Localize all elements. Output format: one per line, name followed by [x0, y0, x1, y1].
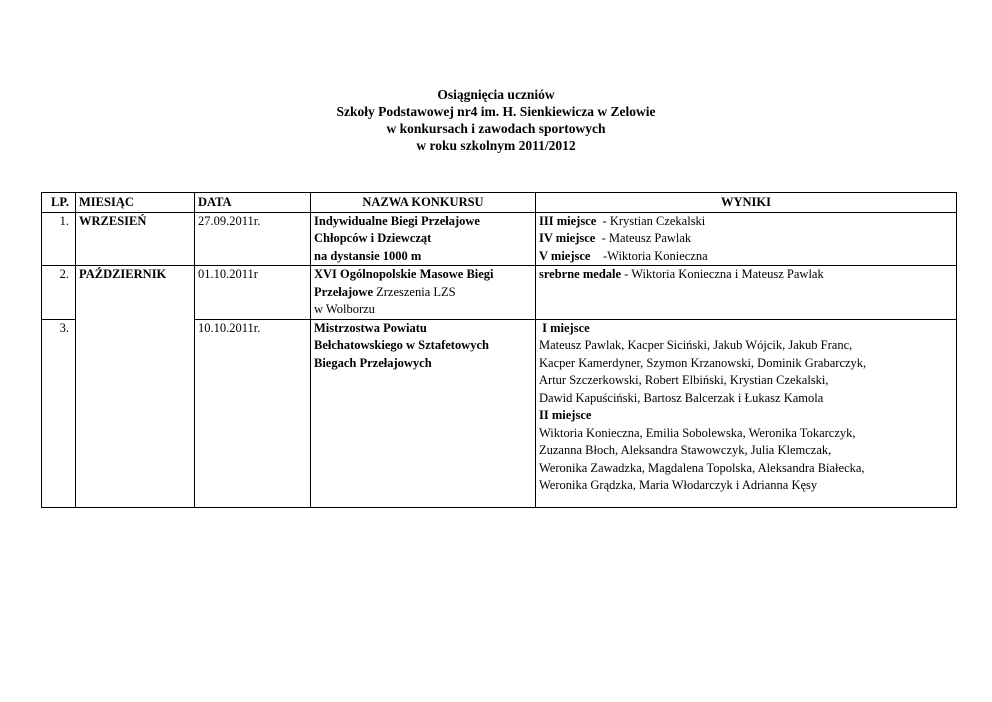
row-lp: 1.: [42, 212, 76, 266]
result-line: [539, 230, 953, 248]
row-contest: [311, 212, 536, 266]
row-month: WRZESIEŃ: [76, 212, 195, 266]
contest-line: [314, 284, 532, 302]
result-line: [539, 248, 953, 266]
contest-line: Chłopców i Dziewcząt: [314, 231, 432, 245]
contest-line: Mistrzostwa Powiatu: [314, 320, 427, 335]
contest-line: XVI Ogólnopolskie Masowe Biegi: [314, 267, 494, 281]
result-text: - Krystian Czekalski: [596, 213, 706, 228]
result-names: Mateusz Pawlak, Kacper Siciński, Jakub Wójcik, Jakub Franc,: [539, 338, 853, 352]
row-lp: 2.: [42, 266, 76, 320]
row-results: [536, 319, 957, 507]
achievements-table: [41, 192, 957, 508]
contest-line: Indywidualne Biegi Przełajowe: [314, 213, 480, 228]
title-line-4: w roku szkolnym 2011/2012: [416, 138, 576, 153]
result-line: [539, 213, 953, 231]
result-place: V miejsce: [539, 248, 591, 263]
result-names: Dawid Kapuściński, Bartosz Balcerzak i Łukasz Kamola: [539, 390, 824, 405]
result-place: srebrne medale: [539, 267, 622, 281]
contest-bold-part: Przełajowe: [314, 284, 373, 299]
contest-line: w Wolborzu: [314, 302, 375, 316]
result-names: Weronika Grądzka, Maria Włodarczyk i Adrianna Kęsy: [539, 478, 818, 492]
row-results: [536, 266, 957, 320]
document-title: [0, 86, 992, 154]
result-place: III miejsce: [539, 213, 597, 228]
row-date: 27.09.2011r.: [195, 212, 311, 266]
result-text: -Wiktoria Konieczna: [590, 248, 708, 263]
title-line-1: Osiągnięcia uczniów: [437, 87, 555, 102]
result-names: Artur Szczerkowski, Robert Elbiński, Krystian Czekalski,: [539, 373, 829, 387]
contest-line: na dystansie 1000 m: [314, 248, 422, 263]
result-names: Weronika Zawadzka, Magdalena Topolska, Aleksandra Białecka,: [539, 460, 865, 475]
result-place: I miejsce: [539, 320, 590, 335]
result-text: - Wiktoria Konieczna i Mateusz Pawlak: [621, 267, 824, 281]
title-line-2: Szkoły Podstawowej nr4 im. H. Sienkiewicza w Zelowie: [336, 104, 656, 119]
header-date: DATA: [195, 193, 311, 213]
result-place: II miejsce: [539, 408, 592, 422]
row-month: PAŹDZIERNIK: [76, 266, 195, 508]
row-lp: 3.: [42, 319, 76, 507]
title-line-3: w konkursach i zawodach sportowych: [386, 121, 606, 136]
header-results: WYNIKI: [536, 193, 957, 213]
row-contest: [311, 266, 536, 320]
contest-line: Biegach Przełajowych: [314, 355, 432, 370]
table-row: [42, 266, 957, 320]
row-results: [536, 212, 957, 266]
row-date: 10.10.2011r.: [195, 319, 311, 507]
table-header-row: [42, 193, 957, 213]
result-names: Wiktoria Konieczna, Emilia Sobolewska, Weronika Tokarczyk,: [539, 425, 856, 440]
row-contest: [311, 319, 536, 507]
header-contest: NAZWA KONKURSU: [311, 193, 536, 213]
contest-line: Bełchatowskiego w Sztafetowych: [314, 338, 489, 352]
header-month: MIESIĄC: [76, 193, 195, 213]
table-row: [42, 212, 957, 266]
result-names: Zuzanna Błoch, Aleksandra Stawowczyk, Julia Klemczak,: [539, 443, 832, 457]
result-place: IV miejsce: [539, 231, 596, 245]
result-text: - Mateusz Pawlak: [595, 231, 692, 245]
row-date: 01.10.2011r: [195, 266, 311, 320]
result-line: [539, 266, 953, 284]
result-names: Kacper Kamerdyner, Szymon Krzanowski, Dominik Grabarczyk,: [539, 355, 867, 370]
header-lp: LP.: [42, 193, 76, 213]
contest-rest: Zrzeszenia LZS: [373, 284, 456, 299]
